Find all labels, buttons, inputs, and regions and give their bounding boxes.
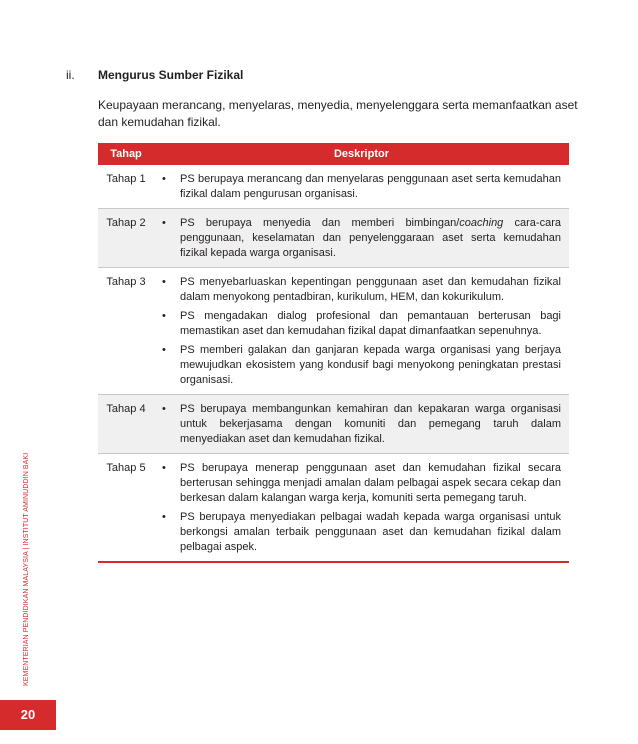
descriptor-cell [154, 454, 569, 563]
list-item-text: PS menyebarluaskan kepentingan penggunaan aset dan kemudahan fizikal dalam menyokong pentadbiran, kurikulum, HEM, dan kokurikulum. [180, 276, 561, 303]
bullet-icon: • [162, 217, 166, 229]
bullet-icon: • [162, 173, 166, 185]
bullet-icon: • [162, 403, 166, 415]
descriptor-cell [154, 268, 569, 395]
bullet-icon: • [162, 344, 166, 356]
section-intro: Keupayaan merancang, menyelaras, menyedia, menyelenggara serta memanfaatkan aset dan kemudahan fizikal. [98, 98, 578, 129]
descriptor-cell [154, 209, 569, 268]
list-item [159, 275, 561, 305]
descriptor-cell [154, 165, 569, 209]
list-item-text: PS mengadakan dialog profesional dan pemantauan berterusan bagi memastikan aset dan kemudahan fizikal dapat dimanfaatkan sepenuhnya. [180, 310, 561, 337]
list-item [159, 343, 561, 388]
header-tahap: Tahap [98, 143, 154, 165]
table-row [98, 209, 569, 268]
list-item [159, 461, 561, 506]
list-item-text: PS berupaya menerap penggunaan aset dan kemudahan fizikal secara berterusan sehingga menjadi amalan dalam pelbagai aspek secara cekap dan berkesan dalam kalangan warga kerja, komuniti serta pemegang taruh. [180, 462, 561, 504]
tahap-label: Tahap 4 [98, 395, 154, 454]
descriptor-cell [154, 395, 569, 454]
side-running-title: KEMENTERIAN PENDIDIKAN MALAYSIA | INSTITUT AMINUDDIN BAKI [23, 452, 30, 686]
tahap-label: Tahap 2 [98, 209, 154, 268]
list-item-text-italic: coaching [459, 217, 504, 229]
list-item [159, 172, 561, 202]
table-row [98, 454, 569, 563]
list-item [159, 216, 561, 261]
bullet-icon: • [162, 511, 166, 523]
tahap-label: Tahap 1 [106, 173, 146, 185]
section-title: Mengurus Sumber Fizikal [98, 68, 244, 82]
list-item-text: PS berupaya membangunkan kemahiran dan kepakaran warga organisasi untuk bekerjasama dengan komuniti dan pemegang taruh dalam menyediakan aset dan kemudahan fizikal. [180, 403, 561, 445]
tahap-label: Tahap 5 [98, 454, 154, 563]
list-item [159, 402, 561, 447]
list-item-text: PS berupaya menyediakan pelbagai wadah kepada warga organisasi untuk berkongsi amalan terbaik penggunaan aset dan kemudahan fizikal dalam pelbagai aspek. [180, 511, 561, 553]
table-row [98, 165, 569, 209]
list-item-text: PS memberi galakan dan ganjaran kepada warga organisasi yang berjaya mewujudkan ekosistem yang kondusif bagi menyokong peningkatan prestasi organisasi. [180, 344, 561, 386]
bullet-icon: • [162, 462, 166, 474]
table-header-row [98, 143, 569, 165]
descriptor-table [98, 143, 569, 563]
list-item-text-before: PS berupaya menyedia dan memberi bimbingan/ [180, 217, 460, 229]
header-descriptor: Deskriptor [154, 143, 569, 165]
table-row [98, 395, 569, 454]
tahap-label: Tahap 3 [98, 268, 154, 395]
table-row [98, 268, 569, 395]
list-item [159, 309, 561, 339]
list-item [159, 510, 561, 555]
section-number: ii. [66, 68, 75, 82]
bullet-icon: • [162, 276, 166, 288]
list-item-text: PS berupaya merancang dan menyelaras penggunaan aset serta kemudahan fizikal dalam pengurusan organisasi. [180, 173, 561, 200]
page-number: 20 [0, 700, 56, 730]
bullet-icon: • [162, 310, 166, 322]
list-item-text-after: cara-cara penggunaan, keselamatan dan penyelenggaraan aset serta kemudahan fizikal kepada warga organisasi. [180, 217, 561, 259]
